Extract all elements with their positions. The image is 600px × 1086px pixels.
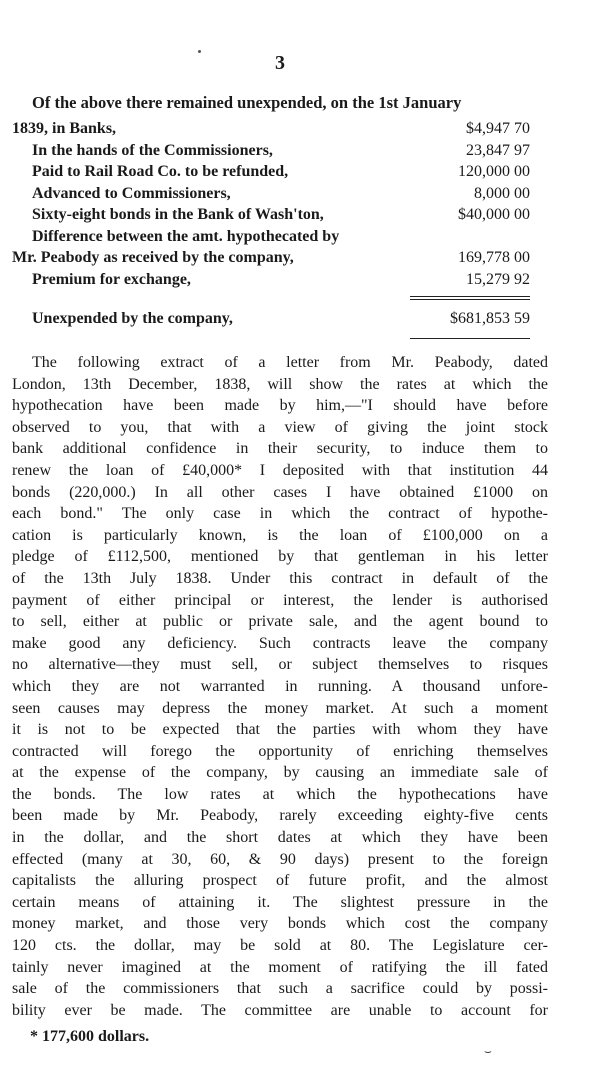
text-line: sale of the commissioners that such a sacrifice could by possi- xyxy=(12,980,548,998)
text-line: in the dollar, and the short dates at which they have been xyxy=(12,829,548,847)
double-rule xyxy=(410,296,530,300)
ledger-total-row xyxy=(12,308,530,330)
ledger-row-label: Premium for exchange, xyxy=(32,270,191,288)
text-line: been made by Mr. Peabody, rarely exceeding eighty-five cents xyxy=(12,807,548,825)
text-line: renew the loan of £40,000* I deposited with that institution 44 xyxy=(12,461,548,479)
ledger-row xyxy=(12,118,530,140)
text-line: seen causes may depress the money market. At such a moment xyxy=(12,699,548,717)
ledger-total-label: Unexpended by the company, xyxy=(32,310,233,327)
text-line: payment of either principal or interest, the lender is authorised xyxy=(12,591,548,609)
text-line: effected (many at 30, 60, & 90 days) present to the foreign xyxy=(12,850,548,868)
ledger-row xyxy=(12,269,530,291)
text-line: 120 cts. the dollar, may be sold at 80. The Legislature cer- xyxy=(12,937,548,955)
body-paragraph xyxy=(12,352,548,1021)
rule xyxy=(410,338,530,339)
text-line: hypothecation have been made by him,—"I should have before xyxy=(12,397,548,415)
ledger-row-amount: 120,000 00 xyxy=(458,163,530,180)
ledger-row-label: 1839, in Banks, xyxy=(12,120,117,137)
ledger-row-amount: 15,279 92 xyxy=(466,270,530,288)
text-line: money market, and those very bonds which cost the company xyxy=(12,915,548,933)
ledger-row xyxy=(12,161,530,183)
ledger-row-amount: $40,000 00 xyxy=(458,206,530,223)
text-line: capitalists the alluring prospect of future profit, and the almost xyxy=(12,872,548,890)
ledger-row-label: In the hands of the Commissioners, xyxy=(32,141,273,159)
text-line: which they are not warranted in running. A thousand unfore- xyxy=(12,677,548,695)
text-line: tainly never imagined at the moment of ratifying the ill fated xyxy=(12,958,548,976)
ledger-row-label: Paid to Rail Road Co. to be refunded, xyxy=(32,163,289,180)
text-line: London, 13th December, 1838, will show the rates at which the xyxy=(12,375,548,393)
ledger-row-amount: 23,847 97 xyxy=(466,141,530,159)
ledger-intro xyxy=(12,92,547,114)
ledger-intro-line-1: Of the above there remained unexpended, on the 1st January xyxy=(32,93,462,112)
ink-mark: ⌣ xyxy=(484,1044,492,1058)
ledger-row-label: Sixty-eight bonds in the Bank of Wash'ton, xyxy=(32,206,324,223)
ledger-row-label: Mr. Peabody as received by the company, xyxy=(12,249,294,266)
ledger-row xyxy=(12,140,530,162)
ledger-row xyxy=(12,226,530,248)
text-line: no alternative—they must sell, or subject themselves to risques xyxy=(12,656,548,674)
text-line: observed to you, that with a view of giving the joint stock xyxy=(12,418,548,436)
ledger-row-amount xyxy=(412,226,530,248)
text-line: it is not to be expected that the parties with whom they have xyxy=(12,721,548,739)
ledger-row xyxy=(12,247,530,269)
ledger-row-label: Advanced to Commissioners, xyxy=(32,184,231,202)
text-line: bank additional confidence in their security, to induce them to xyxy=(12,440,548,458)
text-line: bility ever be made. The committee are unable to account for xyxy=(12,1001,548,1019)
ledger-table xyxy=(12,118,530,339)
ledger-total-amount: $681,853 59 xyxy=(450,310,530,327)
text-line: to sell, either at public or private sale, and the agent bound to xyxy=(12,613,548,631)
text-line: the bonds. The low rates at which the hypothecations have xyxy=(12,785,548,803)
ledger-row-label: Difference between the amt. hypothecated by xyxy=(32,227,340,245)
ledger-row xyxy=(12,183,530,205)
ledger-row xyxy=(12,204,530,226)
ledger-row-amount: 8,000 00 xyxy=(474,184,530,202)
text-line: certain means of attaining it. The slightest pressure in the xyxy=(12,893,548,911)
text-line: at the expense of the company, by causing an immediate sale of xyxy=(12,764,548,782)
ledger-row-amount: 169,778 00 xyxy=(458,249,530,266)
text-line: cation is particularly known, is the loan of £100,000 on a xyxy=(12,526,548,544)
text-line: The following extract of a letter from Mr. Peabody, dated xyxy=(32,354,548,371)
text-line: of the 13th July 1838. Under this contract in default of the xyxy=(12,569,548,587)
footnote: * 177,600 dollars. xyxy=(30,1028,150,1045)
ledger-row-amount: $4,947 70 xyxy=(466,120,530,137)
text-line: each bond." The only case in which the contract of hypothe- xyxy=(12,505,548,523)
text-line: bonds (220,000.) In all other cases I have obtained £1000 on xyxy=(12,483,548,501)
text-line: pledge of £112,500, mentioned by that gentleman in his letter xyxy=(12,548,548,566)
text-line: contracted will forego the opportunity of enriching themselves xyxy=(12,742,548,760)
page-number: 3 xyxy=(275,52,285,74)
text-line: make good any deficiency. Such contracts leave the company xyxy=(12,634,548,652)
